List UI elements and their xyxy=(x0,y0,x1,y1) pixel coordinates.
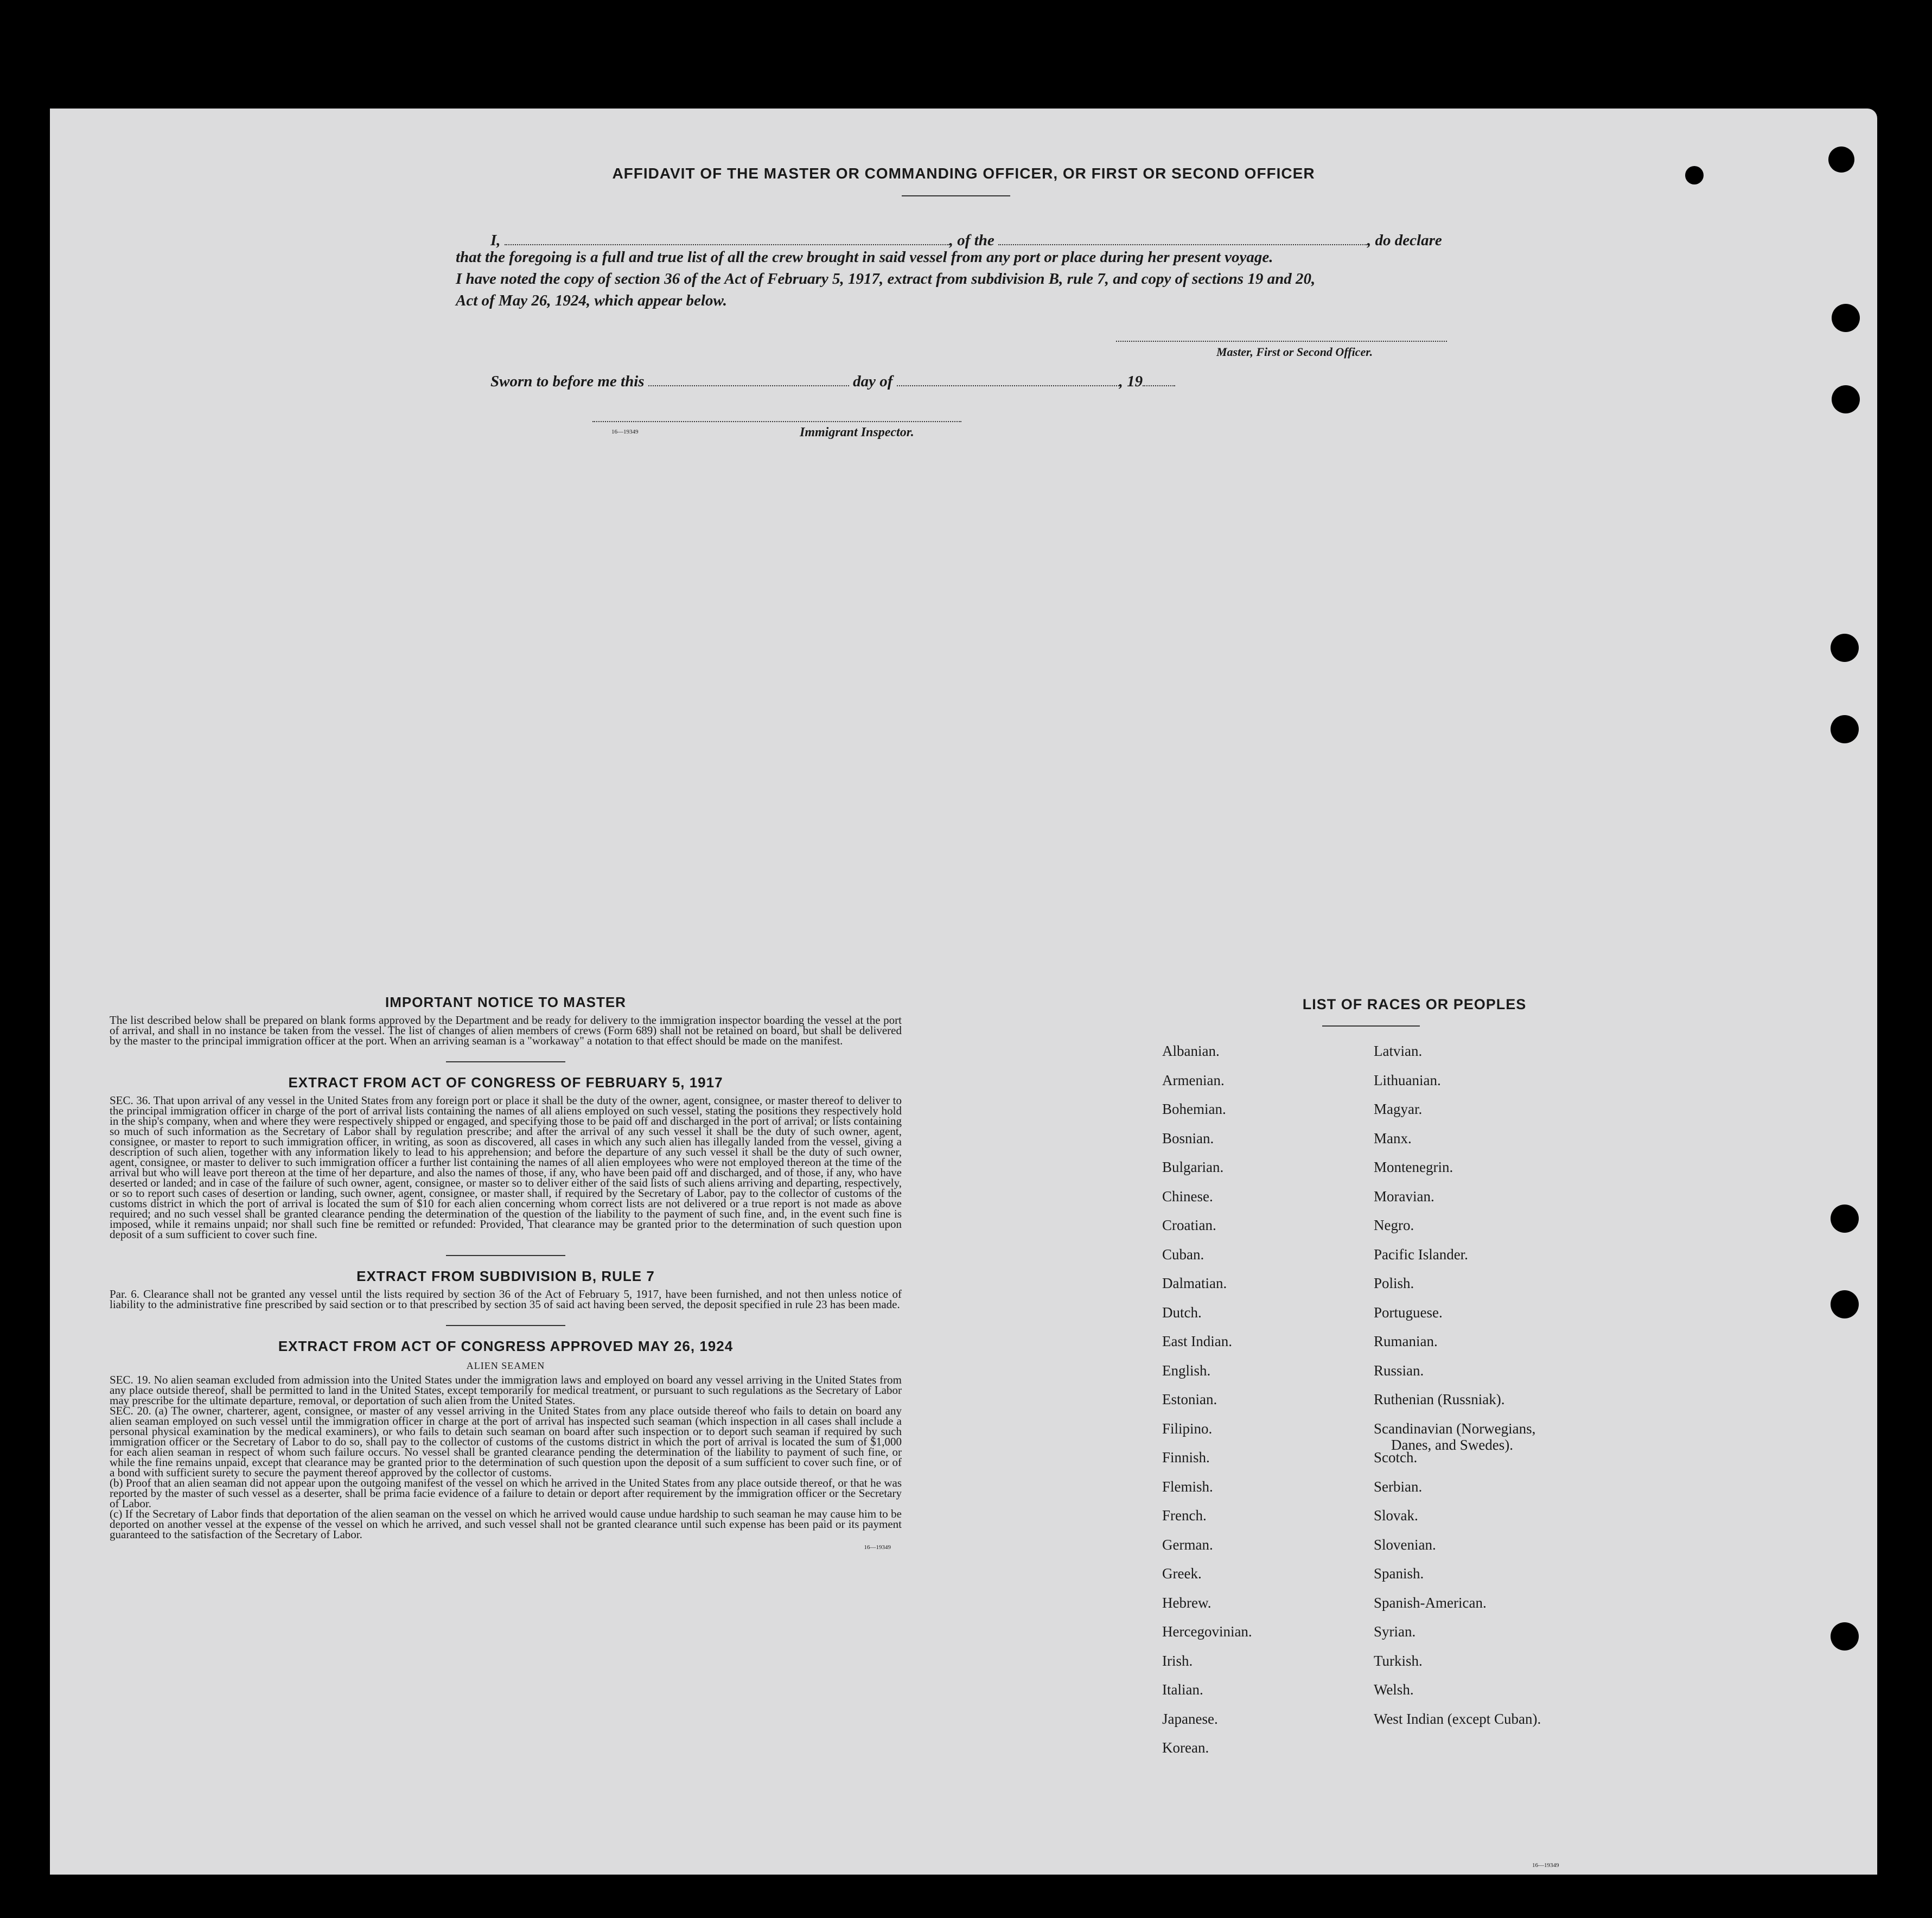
rule7-text: Par. 6. Clearance shall not be granted any vessel until the lists required by section 36 of the Act of February 5, 1917, have been furnished, and not then unless notice of liability to the administrative fine prescribed by said section or to that prescribed by section 35 of said act having been served, the deposit specified in rule 23 has been made. xyxy=(110,1288,902,1311)
punch-hole xyxy=(1828,146,1854,173)
section-divider xyxy=(446,1325,565,1326)
race-item: Hercegovinian. xyxy=(1162,1623,1252,1640)
races-form-number: 16—19349 xyxy=(1532,1862,1559,1869)
sec20c-text: (c) If the Secretary of Labor finds that deportation of the alien seaman on the vessel on which he arrived would cause undue hardship to such seaman he may cause him to be deported on another vessel at the expense of the vessel on which he arrived, and such vessel shall not be granted clearance until such expense has been paid or its payment guaranteed to the satisfaction of the Secretary of Labor. xyxy=(110,1507,902,1541)
race-item: Estonian. xyxy=(1162,1391,1217,1407)
document-page xyxy=(50,109,1877,1875)
legal-notices-column xyxy=(110,994,902,1551)
master-signature-line[interactable] xyxy=(1116,341,1447,342)
extract-1917-title: EXTRACT FROM ACT OF CONGRESS OF FEBRUARY 5, 1917 xyxy=(288,1074,723,1091)
rule7-title: EXTRACT FROM SUBDIVISION B, RULE 7 xyxy=(356,1268,655,1284)
race-item: Hebrew. xyxy=(1162,1594,1212,1611)
race-item: Croatian. xyxy=(1162,1217,1216,1233)
race-item: Serbian. xyxy=(1374,1478,1423,1495)
declarant-label: I, xyxy=(490,232,501,249)
race-item: Finnish. xyxy=(1162,1449,1210,1465)
notice-title: IMPORTANT NOTICE TO MASTER xyxy=(385,994,626,1010)
race-item: Bohemian. xyxy=(1162,1101,1226,1117)
section-divider xyxy=(446,1061,565,1062)
race-item: Magyar. xyxy=(1374,1101,1423,1117)
declare-label: , do declare xyxy=(1367,232,1442,249)
race-item: Greek. xyxy=(1162,1565,1202,1582)
race-item: Montenegrin. xyxy=(1374,1159,1453,1175)
race-item: Chinese. xyxy=(1162,1188,1213,1205)
sec20a-text: SEC. 20. (a) The owner, charterer, agent, consignee, or master of any vessel arriving in the United States from any place outside thereof who fails to detain on board any alien seaman employed on such vessel until the immigration officer in charge at the port of arrival has inspected such seaman (which inspection in all cases shall include a personal physical examination by the medical examiners), or who fails to detain such seaman on board after such inspection or to deport such seaman if required by such immigration officer or the Secretary of Labor to do so, shall pay to the collector of customs of the customs district in which the port of arrival is located the sum of $1,000 for each alien seaman in respect of whom such failure occurs. No vessel shall be granted clearance pending the determination of the liability to payment of such fine, or while the fine remains unpaid, except that clearance may be granted prior to the determination of such question upon the deposit of a sum sufficient to cover such fine, or of a bond with sufficient surety to secure the payment thereof approved by the collector of customs. xyxy=(110,1404,902,1479)
race-item: Ruthenian (Russniak). xyxy=(1374,1391,1505,1407)
race-item: Italian. xyxy=(1162,1681,1203,1698)
race-item: Latvian. xyxy=(1374,1043,1423,1059)
punch-hole xyxy=(1832,385,1860,413)
race-item: Syrian. xyxy=(1374,1623,1416,1640)
race-item: Moravian. xyxy=(1374,1188,1434,1205)
declarant-name-field[interactable] xyxy=(505,227,949,245)
race-item: Irish. xyxy=(1162,1652,1193,1669)
punch-hole xyxy=(1832,304,1860,332)
alien-seamen-subtitle: ALIEN SEAMEN xyxy=(466,1360,545,1371)
day-of-label: day of xyxy=(853,373,893,390)
inspector-label: Immigrant Inspector. xyxy=(800,425,914,439)
race-item: Welsh. xyxy=(1374,1681,1414,1698)
races-title: LIST OF RACES OR PEOPLES xyxy=(1302,996,1527,1012)
race-item-continuation: Danes, and Swedes). xyxy=(1391,1436,1513,1453)
inspector-signature-line[interactable] xyxy=(592,421,961,422)
races-divider xyxy=(1322,1025,1420,1027)
race-item: Turkish. xyxy=(1374,1652,1423,1669)
sec19-text: SEC. 19. No alien seaman excluded from admission into the United States under the immigration laws and employed on board any vessel arriving in the United States from any place outside thereof, shall be permitted to land in the United States, except temporarily for medical treatment, or pursuant to such regulations as the Secretary of Labor may prescribe for the ultimate departure, removal, or deportation of such alien from the United States. xyxy=(110,1373,902,1407)
year-label: , 19 xyxy=(1119,373,1143,390)
race-item: Filipino. xyxy=(1162,1420,1213,1437)
race-item: Korean. xyxy=(1162,1739,1209,1756)
sworn-month-field[interactable] xyxy=(897,368,1119,386)
race-item: Scandinavian (Norwegians, xyxy=(1374,1420,1536,1437)
extract-1924-title: EXTRACT FROM ACT OF CONGRESS APPROVED MAY 26, 1924 xyxy=(278,1338,734,1354)
race-item: Japanese. xyxy=(1162,1710,1218,1727)
punch-hole xyxy=(1831,634,1859,662)
affidavit-title: AFFIDAVIT OF THE MASTER OR COMMANDING OFFICER, OR FIRST OR SECOND OFFICER xyxy=(612,165,1315,182)
vessel-name-field[interactable] xyxy=(998,227,1367,245)
sec20b-text: (b) Proof that an alien seaman did not appear upon the outgoing manifest of the vessel on which he arrived in the United States from any place outside thereof, or that he was reported by the master of such vessel as a deserter, shall be prima facie evidence of a failure to detain or deport after requirement by the immigration officer or the Secretary of Labor. xyxy=(110,1476,902,1510)
section-divider xyxy=(446,1255,565,1256)
race-item: German. xyxy=(1162,1536,1213,1553)
affidavit-line1 xyxy=(490,227,1442,250)
race-item: Cuban. xyxy=(1162,1246,1204,1263)
punch-hole xyxy=(1831,1205,1859,1233)
sworn-year-field[interactable] xyxy=(1143,368,1175,386)
punch-hole xyxy=(1685,166,1704,184)
race-item: Bosnian. xyxy=(1162,1130,1214,1146)
race-item: Pacific Islander. xyxy=(1374,1246,1468,1263)
race-item: Russian. xyxy=(1374,1362,1424,1379)
race-item: Portuguese. xyxy=(1374,1304,1443,1321)
notice-text: The list described below shall be prepared on blank forms approved by the Department and be ready for delivery to the immigration inspector boarding the vessel at the port of arrival, and shall in no instance be taken from the vessel. The list of changes of alien members of crews (Form 689) shall not be retained on board, but shall be delivered by the master to the principal immigration officer at the port. When an arriving seaman is a "workaway" a notation to that effect should be made on the manifest. xyxy=(110,1014,902,1047)
race-item: Albanian. xyxy=(1162,1043,1220,1059)
sworn-day-field[interactable] xyxy=(648,368,849,386)
race-item: Slovak. xyxy=(1374,1507,1418,1524)
sworn-label: Sworn to before me this xyxy=(490,373,645,390)
master-signature-label: Master, First or Second Officer. xyxy=(1216,345,1373,359)
race-item: Armenian. xyxy=(1162,1072,1225,1088)
affidavit-form-number: 16—19349 xyxy=(611,429,639,435)
extract-form-number: 16—19349 xyxy=(864,1544,891,1551)
race-item: East Indian. xyxy=(1162,1333,1232,1349)
affidavit-line4: Act of May 26, 1924, which appear below. xyxy=(456,292,727,309)
extract-1917-text: SEC. 36. That upon arrival of any vessel in the United States from any foreign port or place it shall be the duty of the owner, agent, consignee, or master thereof to deliver to the principal immigration officer in charge of the port of arrival lists containing the names of all aliens employed on such vessel, stating the positions they respectively hold in the ship's company, when and where they were respectively shipped or engaged, and specifying those to be paid off and discharged in the port of arrival; or lists containing so much of such information as the Secretary of Labor shall by regulation prescribe; and after the arrival of any such vessel it shall be the duty of such owner, agent, consignee, or master to report to such immigration officer, in writing, as soon as discovered, all cases in which any such alien has illegally landed from the vessel, giving a description of such alien, together with any information likely to lead to his apprehension; and before the departure of any such vessel it shall be the duty of such owner, agent, consignee, or master to deliver to such immigration officer a further list containing the names of all alien employees who were not employed thereon at the time of the arrival but who will leave port thereon at the time of her departure, and also the names of those, if any, who have been paid off and discharged, and of those, if any, who have deserted or landed; and in case of the failure of such owner, agent, consignee, or master so to deliver either of the said lists of such aliens arriving and departing, respectively, or so to report such cases of desertion or landing, such owner, agent, consignee, or master shall, if required by the Secretary of Labor, pay to the collector of customs of the customs district in which the port of arrival is located the sum of $10 for each alien concerning whom correct lists are not delivered or a true report is not made as above required; and no such vessel shall be granted clearance pending the determination of the question of the liability to the payment of such fine, and, in the event such fine is imposed, while it remains unpaid; nor shall such fine be remitted or refunded: Provided, That clearance may be granted prior to the determination of such question upon deposit of a sum sufficient to cover such fine. xyxy=(110,1094,902,1241)
race-item: Flemish. xyxy=(1162,1478,1213,1495)
race-item: English. xyxy=(1162,1362,1211,1379)
race-item: Manx. xyxy=(1374,1130,1412,1146)
punch-hole xyxy=(1831,715,1859,743)
race-item: West Indian (except Cuban). xyxy=(1374,1710,1541,1727)
affidavit-line3: I have noted the copy of section 36 of the Act of February 5, 1917, extract from subdivision B, rule 7, and copy of sections 19 and 20, xyxy=(456,270,1316,288)
race-item: Slovenian. xyxy=(1374,1536,1436,1553)
affidavit-line2: that the foregoing is a full and true list of all the crew brought in said vessel from any port or place during her present voyage. xyxy=(456,248,1273,266)
sworn-line xyxy=(490,368,1175,391)
punch-hole xyxy=(1831,1290,1859,1318)
race-item: Spanish-American. xyxy=(1374,1594,1487,1611)
title-divider xyxy=(902,195,1010,196)
race-item: Lithuanian. xyxy=(1374,1072,1441,1088)
race-item: Negro. xyxy=(1374,1217,1414,1233)
vessel-label: , of the xyxy=(949,232,994,249)
race-item: Polish. xyxy=(1374,1275,1414,1291)
race-item: Bulgarian. xyxy=(1162,1159,1224,1175)
race-item: Rumanian. xyxy=(1374,1333,1438,1349)
race-item: Spanish. xyxy=(1374,1565,1424,1582)
race-item: Dutch. xyxy=(1162,1304,1202,1321)
race-item: Scotch. xyxy=(1374,1449,1418,1465)
race-item: French. xyxy=(1162,1507,1207,1524)
race-item: Dalmatian. xyxy=(1162,1275,1227,1291)
punch-hole xyxy=(1831,1622,1859,1651)
